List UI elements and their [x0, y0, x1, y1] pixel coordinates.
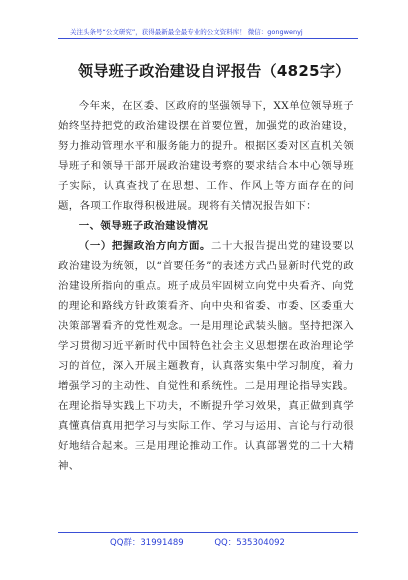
footer-contacts	[110, 536, 350, 548]
subsection-body: 二十大报告提出党的建设要以政治建设为统领，以“首要任务”的表述方式凸显新时代党的政治建设所指向的重点。班子成员牢固树立向党中央看齐、向党的理论和路线方针政策看齐、向中央和省委、市委、区委重大决策部署看齐的党性观念。一是用理论武装头脑。坚持把深入学习贯彻习近平新时代中国特色社会主义思想摆在政治理论学习的首位，深入开展主题教育，认真落实集中学习制度，着力增强学习的主动性、自觉性和系统性。二是用理论指导实践。在理论指导实践上下功夫，不断提升学习效果，真正做到真学真懂真信真用把学习与实际工作、学习与运用、言论与行动很好地结合起来。三是用理论推动工作。认真部署党的二十大精神、	[58, 240, 354, 472]
subsection-paragraph	[58, 236, 354, 476]
header-divider	[58, 38, 358, 39]
footer-qq: QQ：535304092	[214, 538, 285, 548]
section-heading: 一、领导班子政治建设情况	[78, 220, 209, 232]
subsection-heading: （一）把握政治方向方面。	[78, 240, 211, 252]
header-notice: 关注头条号“公文研究”，获得最新最全最专业的公文资料库！ 微信：gongwenyj	[70, 28, 303, 36]
footer-divider	[58, 532, 358, 533]
document-body	[58, 96, 354, 476]
intro-paragraph: 今年来，在区委、区政府的坚强领导下，XX单位领导班子始终坚持把党的政治建设摆在首要位置，加强党的政治建设，努力推动管理水平和服务能力的提升。根据区委对区直机关领导班子和领导干部开展政治建设考察的要求结合本中心领导班子实际，认真查找了在思想、工作、作风上等方面存在的问题，各项工作取得积极进展。现将有关情况报告如下：	[58, 100, 354, 212]
footer-qq-group: QQ群：31991489	[110, 538, 184, 548]
document-title: 领导班子政治建设自评报告（4825字）	[78, 62, 351, 80]
